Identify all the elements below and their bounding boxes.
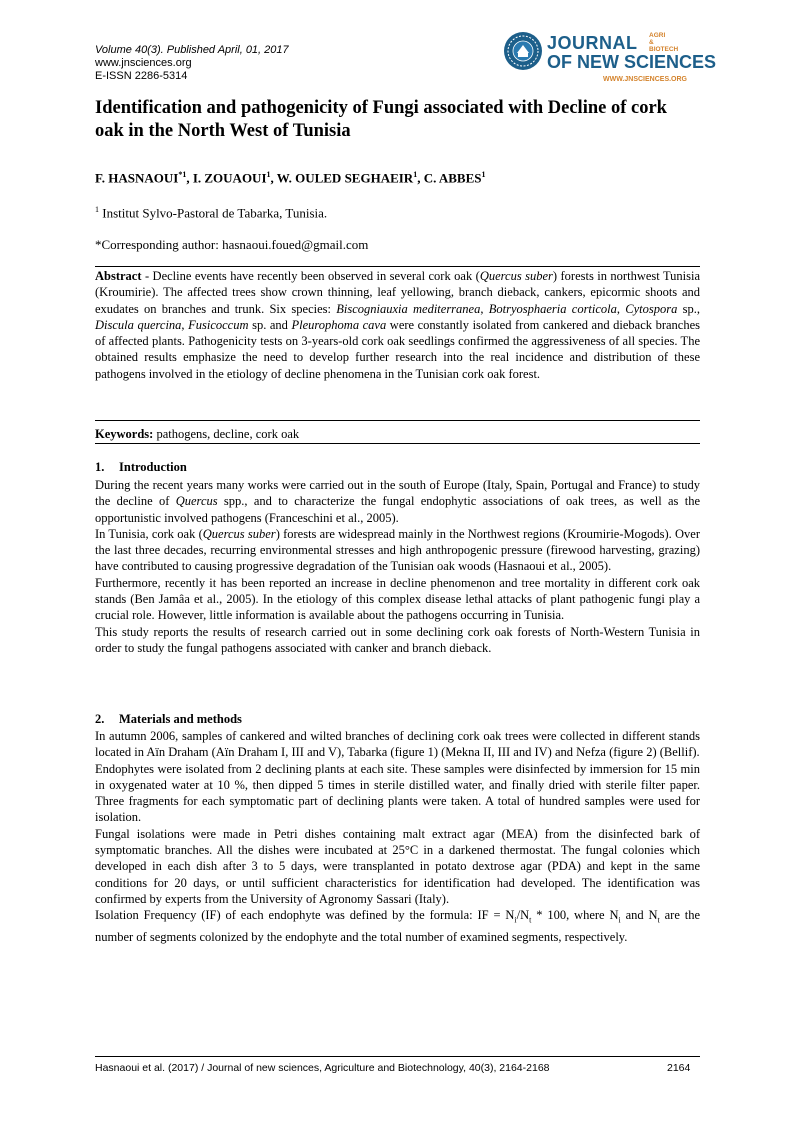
eissn-line: E-ISSN 2286-5314 [95, 70, 188, 82]
footer-rule [95, 1056, 700, 1057]
body-paragraph: In autumn 2006, samples of cankered and wilted branches of declining cork oak trees were collected in different stands located in Aïn Draham (Aïn Draham I, III and V), Tabarka (figure 1) (Mekna II, III and IV) and Nefza (figure 2) (Bellif). [95, 729, 700, 760]
page-number: 2164 [667, 1062, 691, 1074]
author-name: I. ZOUAOUI [192, 170, 267, 186]
section-heading-materials-methods: 2. Materials and methods [95, 712, 242, 726]
body-paragraph: Endophytes were isolated from 2 declining plants at each site. These samples were disinfected by immersion for 15 min in oxygenated water at 10 %, then dipped 5 times in sterile distilled water, and finally dried with sterile filter paper. Three fragments for each symptomatic part of declining plants were taken. A total of hundred samples were used for isolation. [95, 761, 700, 825]
body-paragraph: Furthermore, recently it has been reported an increase in decline phenomenon and tree mortality in different cork oak stands (Ben Jamâa et al., 2005). In the etiology of this complex disease lethal attacks of plant pathogenic fungi play a crucial role. However, little information is available about the pathogens occurring in Tunisia. [95, 575, 700, 623]
abstract-bottom-rule [95, 420, 700, 421]
section-heading-introduction: 1. Introduction [95, 460, 187, 474]
logo-agri-biotech: AGRI & BIOTECH [649, 32, 679, 53]
journal-seal-icon [503, 31, 543, 71]
body-paragraph: During the recent years many works were carried out in the south of Europe (Italy, Spain, Portugal and France) to study the decline of Quercus spp., and to characterize the fungal endophytic associations of oak trees, as well as the opportunistic involved pathogens (Franceschini et al., 2005). [95, 478, 700, 525]
introduction-body [95, 477, 700, 656]
journal-logo [503, 31, 717, 89]
corresponding-author: *Corresponding author: hasnaoui.foued@gmail.com [95, 237, 369, 252]
materials-methods-body [95, 728, 700, 945]
abstract: Abstract - Decline events have recently been observed in several cork oak (Quercus suber) forests in northwest Tunisia (Kroumirie). The affected trees show crown thinning, leaf yellowing, branch dieback, cankers, epicormic shoots and exudates on branches and trunk. Six species: Biscogniauxia mediterranea, Botryosphaeria corticola, Cytospora sp., Discula quercina, Fusicoccum sp. and Pleurophoma cava were constantly isolated from cankered and dieback branches of affected plants. Pathogenicity tests on 3-years-old cork oak seedlings confirmed the aggressiveness of all species. The obtained results emphasize the need to develop further research into the real incidence and distribution of these pathogens involved in the etiology of decline phenomena in the Tunisian cork oak forest. [95, 269, 701, 381]
keywords: Keywords: pathogens, decline, cork oak [95, 427, 300, 441]
abstract-label: Abstract [95, 269, 142, 283]
author-name: W. OULED SEGHAEIR [276, 170, 414, 186]
logo-new-sciences-text: OF NEW SCIENCES [547, 52, 717, 72]
body-paragraph: Isolation Frequency (IF) of each endophyte was defined by the formula: IF = $N_i/N_t * 100$, where $N_i$ and $N_t$ are the number of segments colonized by the endophyte and the total number of examined segments, respectively. [95, 908, 700, 945]
author-name: C. ABBES [423, 170, 482, 186]
body-paragraph: This study reports the results of research carried out in some declining cork oak forests of North-Western Tunisia in order to study the fungal pathogens associated with canker and branch dieback. [95, 624, 700, 655]
affiliation: $^1$ Institut Sylvo-Pastoral de Tabarka, Tunisia. [95, 205, 328, 221]
logo-journal-text: JOURNAL [547, 33, 638, 53]
journal-header-info [95, 44, 289, 83]
footer-citation: Hasnaoui et al. (2017) / Journal of new sciences, Agriculture and Biotechnology, 40(3), 2164-2168 [95, 1062, 550, 1074]
issue-line: Volume 40(3). Published April, 01, 2017 [95, 44, 289, 56]
author-list: F. HASNAOUI$^{*1}$, I. ZOUAOUI$^1$, W. OULED SEGHAEIR$^1$, C. ABBES$^1$ [95, 170, 486, 186]
abstract-top-rule [95, 266, 700, 267]
paper-title: Identification and pathogenicity of Fungi associated with Decline of cork oak in the North West of Tunisia [95, 98, 667, 141]
logo-url[interactable]: WWW.JNSCIENCES.ORG [603, 76, 688, 83]
body-paragraph: In Tunisia, cork oak (Quercus suber) forests are widespread mainly in the Northwest regions (Kroumirie-Mogods). Over the last three decades, recurring environmental stresses and high anthropogenic pressure (firewood harvesting, grazing) have contributed to causing progressive degradation of the Tunisian oak woods (Hasnaoui et al., 2005). [95, 526, 701, 574]
keywords-label: Keywords: [95, 427, 154, 441]
author-name: F. HASNAOUI [95, 170, 179, 186]
website-link[interactable]: www.jnsciences.org [95, 57, 192, 69]
body-paragraph: Fungal isolations were made in Petri dishes containing malt extract agar (MEA) from the disinfected bark of symptomatic branches. All the dishes were incubated at 25°C in a darkened thermostat. The fungal colonies which developed in each dish after 3 to 5 days, were transplanted in potato dextrose agar (PDA) and kept in the same conditions for 20 days, or until sufficient characteristics for identification had developed. The identification was confirmed by experts from the University of Agronomy Sassari (Italy). [95, 826, 700, 906]
keywords-rule [95, 443, 700, 444]
